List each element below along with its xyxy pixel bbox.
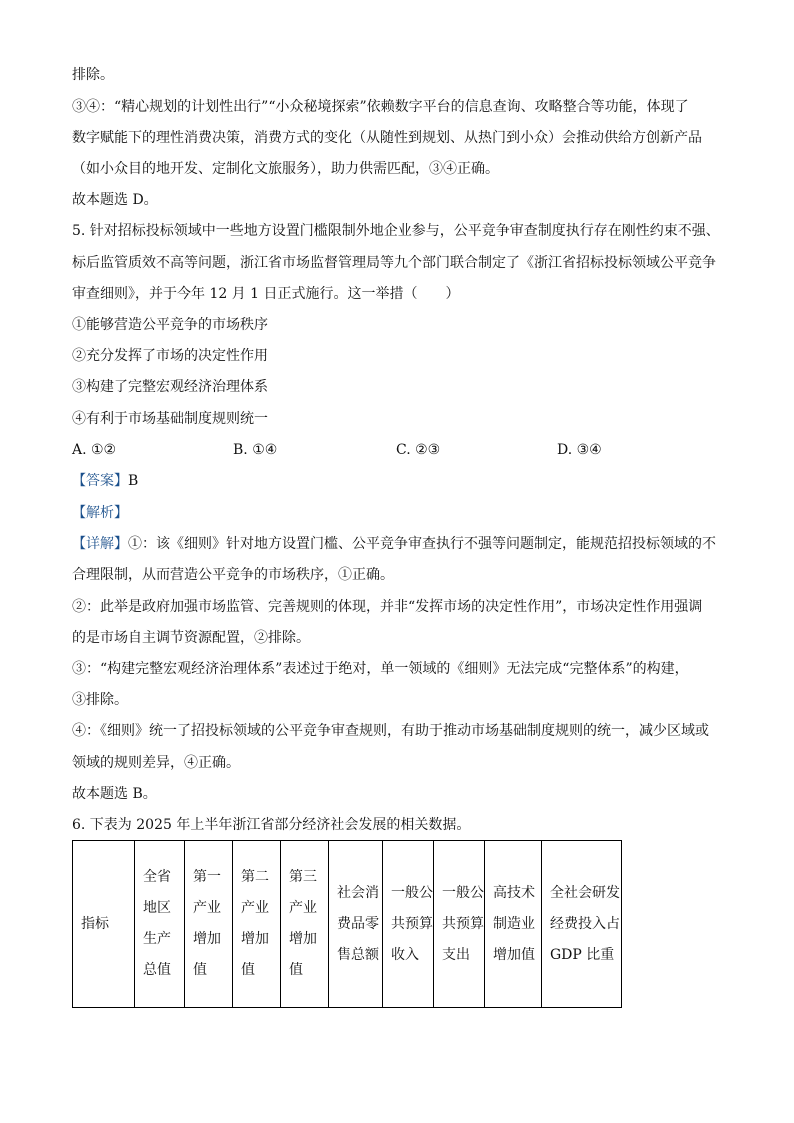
text-line: ④：《细则》统一了招投标领域的公平竞争审查规则，有助于推动市场基础制度规则的统一，减少区域或 <box>72 723 709 739</box>
detail-tag: 【详解】 <box>72 536 128 552</box>
table-header-cell: 一般公共预算收入 <box>383 841 434 1008</box>
text-line: 领域的规则差异，④正确。 <box>72 755 240 771</box>
table-header-cell: 第三产业增加值 <box>281 841 329 1008</box>
text-line: （如小众目的地开发、定制化文旅服务），助力供需匹配，③④正确。 <box>72 161 499 177</box>
analysis-tag: 【解析】 <box>72 505 128 521</box>
table-header-cell: 社会消费品零售总额 <box>329 841 383 1008</box>
text-line: 合理限制，从而营造公平竞争的市场秩序，①正确。 <box>72 567 394 583</box>
question-6-stem: 6. 下表为 2025 年上半年浙江省部分经济社会发展的相关数据。 <box>72 817 471 833</box>
option-a: A. ①② <box>72 442 117 458</box>
statement-3: ③构建了完整宏观经济治理体系 <box>72 379 268 395</box>
option-b: B. ①④ <box>233 442 278 458</box>
question-5-stem: 5. 针对招标投标领域中一些地方设置门槛限制外地企业参与，公平竞争审查制度执行存在刚性约束不强、 <box>72 223 720 239</box>
table-header-cell: 一般公共预算支出 <box>434 841 485 1008</box>
text-line: 故本题选 B。 <box>72 786 157 802</box>
text-line: ③：“构建完整宏观经济治理体系”表述过于绝对，单一领域的《细则》无法完成“完整体系”的构建， <box>72 661 689 677</box>
option-c: C. ②③ <box>396 442 441 458</box>
answer-tag: 【答案】 <box>72 473 128 489</box>
text-line: 数字赋能下的理性消费决策，消费方式的变化（从随性到规划、从热门到小众）会推动供给方创新产品 <box>72 130 702 146</box>
table-row <box>73 841 622 1008</box>
table-header-cell: 全社会研发经费投入占 GDP 比重 <box>542 841 622 1008</box>
detail-first-line: 【详解】①：该《细则》针对地方设置门槛、公平竞争审查执行不强等问题制定，能规范招投标领域的不 <box>72 536 716 552</box>
statement-4: ④有利于市场基础制度规则统一 <box>72 411 268 427</box>
option-d: D. ③④ <box>557 442 602 458</box>
statement-2: ②充分发挥了市场的决定性作用 <box>72 348 268 364</box>
text-line: 故本题选 D。 <box>72 192 158 208</box>
text-line: 排除。 <box>72 67 114 83</box>
answer-line <box>72 472 138 490</box>
text-line: ②：此举是政府加强市场监管、完善规则的体现，并非“发挥市场的决定性作用”，市场决定性作用强调 <box>72 599 703 615</box>
table-header-cell: 指标 <box>73 841 135 1008</box>
table-header-cell: 第二产业增加值 <box>233 841 281 1008</box>
indicator-table <box>72 840 622 1008</box>
text-line: ③④：“精心规划的计划性出行”“小众秘境探索”依赖数字平台的信息查询、攻略整合等功能，体现了 <box>72 99 689 115</box>
text-line: 标后监管质效不高等问题，浙江省市场监督管理局等九个部门联合制定了《浙江省招标投标领域公平竞争 <box>72 255 716 271</box>
table-header-cell: 全省地区生产总值 <box>135 841 185 1008</box>
table-header-cell: 高技术制造业增加值 <box>485 841 542 1008</box>
text-line: 的是市场自主调节资源配置，②排除。 <box>72 630 310 646</box>
table-header-cell: 第一产业增加值 <box>185 841 233 1008</box>
answer-value: B <box>128 473 139 489</box>
statement-1: ①能够营造公平竞争的市场秩序 <box>72 317 268 333</box>
text-line: 审查细则》，并于今年 12 月 1 日正式施行。这一举措（ ） <box>72 286 460 302</box>
text-line: ③排除。 <box>72 692 128 708</box>
